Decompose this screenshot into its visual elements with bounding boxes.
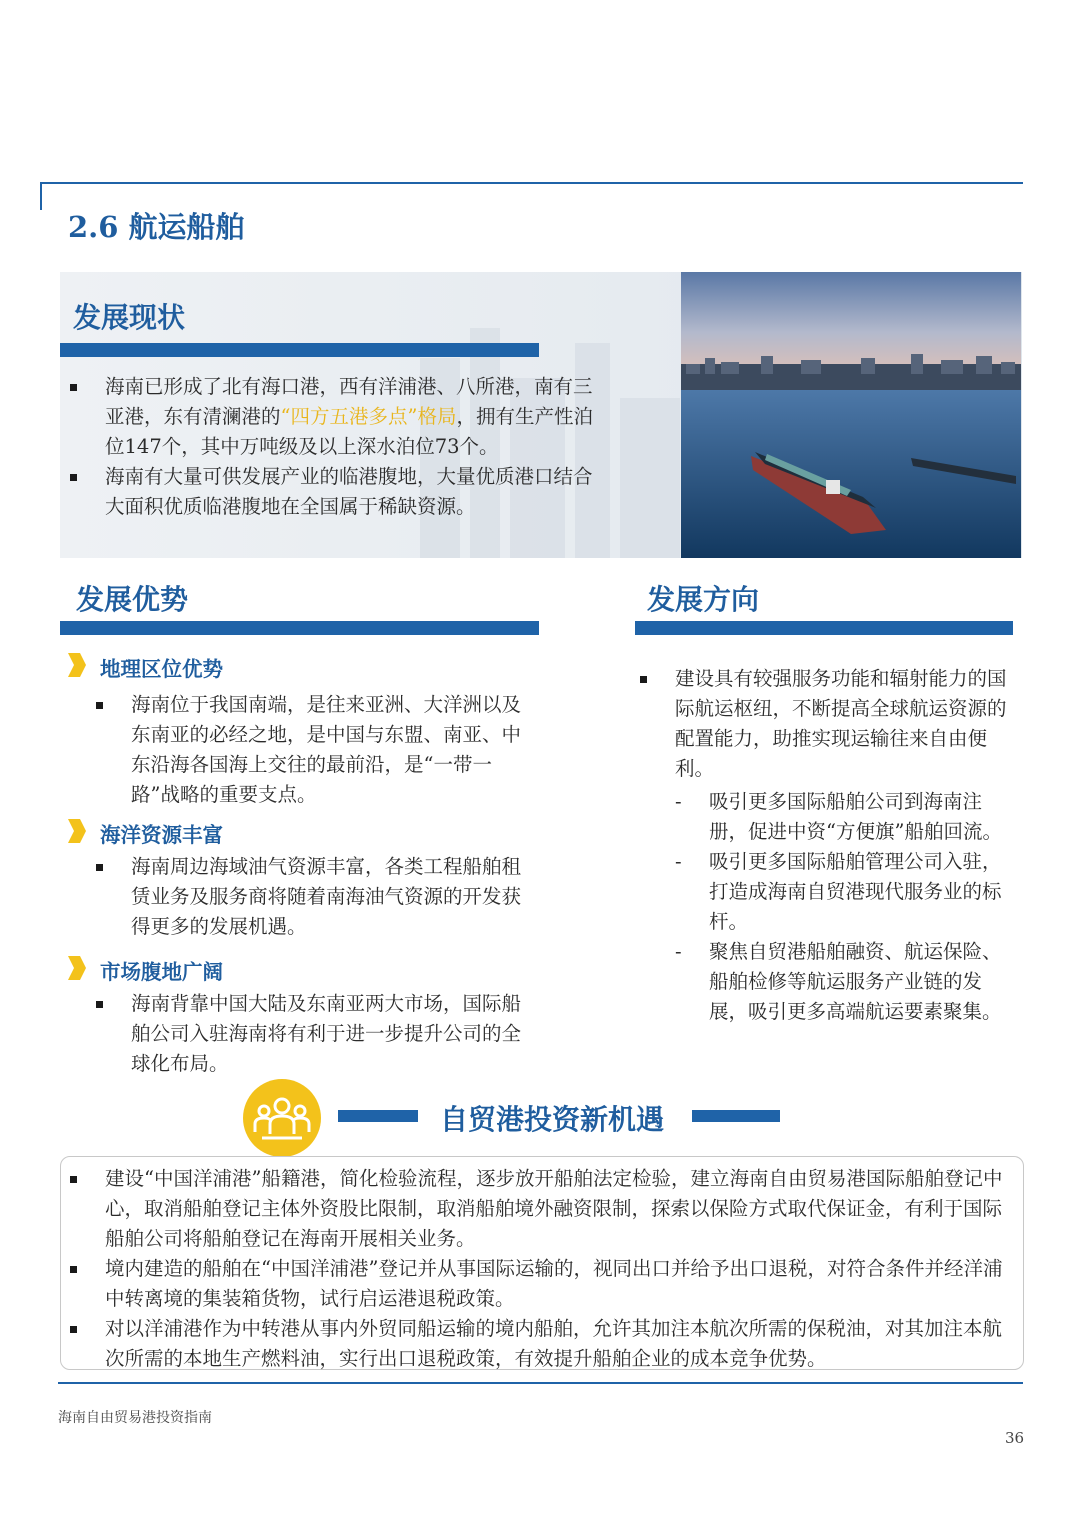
status-list — [60, 372, 610, 522]
opportunity-bullet-2: 境内建造的船舶在“中国洋浦港”登记并从事国际运输的，视同出口并给予出口退税，对符合条件并经洋浦中转离境的集装箱货物，试行启运港退税政策。 — [60, 1254, 1015, 1314]
opportunity-bar-left — [338, 1110, 418, 1122]
direction-heading-bar — [635, 621, 1013, 635]
footer-text: 海南自由贸易港投资指南 — [58, 1410, 212, 1426]
status-heading-bar — [60, 343, 539, 357]
direction-main: 建设具有较强服务功能和辐射能力的国际航运枢纽，不断提高全球航运资源的配置能力，助推实现运输往来自由便利。 — [630, 664, 1015, 784]
direction-heading: 发展方向 — [647, 583, 760, 616]
advantage-text-1: 海南位于我国南端，是往来亚洲、大洋洲以及东南亚的必经之地，是中国与东盟、南亚、中东沿海各国海上交往的最前沿，是“一带一路”战略的重要支点。 — [86, 690, 536, 810]
direction-sub-3: - 聚焦自贸港船舶融资、航运保险、船舶检修等航运服务产业链的发展，吸引更多高端航运要素聚集。 — [673, 937, 1015, 1027]
opportunity-bar-right — [692, 1110, 780, 1122]
people-group-icon — [242, 1078, 322, 1158]
bottom-rule — [58, 1382, 1023, 1384]
advantage-title-1: 地理区位优势 — [100, 657, 223, 681]
status-highlight: “四方五港多点”格局 — [280, 405, 457, 428]
direction-sub-1: - 吸引更多国际船舶公司到海南注册，促进中资“方便旗”船舶回流。 — [673, 787, 1015, 847]
status-bullet-2: 海南有大量可供发展产业的临港腹地，大量优质港口结合大面积优质临港腹地在全国属于稀缺资源。 — [60, 462, 610, 522]
advantage-title-3: 市场腹地广阔 — [100, 960, 223, 984]
opportunity-list — [60, 1164, 1015, 1374]
advantage-title-2: 海洋资源丰富 — [100, 823, 223, 847]
top-rule — [40, 182, 1023, 184]
direction-sublist — [673, 787, 1015, 1027]
advantage-list-1 — [86, 690, 536, 810]
opportunity-bullet-3: 对以洋浦港作为中转港从事内外贸同船运输的境内船舶，允许其加注本航次所需的保税油，对其加注本航次所需的本地生产燃料油，实行出口退税政策，有效提升船舶企业的成本竞争优势。 — [60, 1314, 1015, 1374]
page-number: 36 — [1005, 1429, 1025, 1447]
direction-list — [630, 664, 1015, 784]
arrow-right-icon — [66, 651, 88, 679]
advantage-text-3: 海南背靠中国大陆及东南亚两大市场，国际船舶公司入驻海南将有利于进一步提升公司的全球化布局。 — [86, 989, 536, 1079]
section-title: 2.6 航运船舶 — [68, 210, 245, 244]
advantages-heading: 发展优势 — [76, 583, 189, 616]
advantage-text-2: 海南周边海域油气资源丰富，各类工程船舶租赁业务及服务商将随着南海油气资源的开发获得更多的发展机遇。 — [86, 852, 536, 942]
advantage-list-2 — [86, 852, 536, 942]
advantage-list-3 — [86, 989, 536, 1079]
opportunity-bullet-1: 建设“中国洋浦港”船籍港，简化检验流程，逐步放开船舶法定检验，建立海南自由贸易港国际船舶登记中心，取消船舶登记主体外资股比限制，取消船舶境外融资限制，探索以保险方式取代保证金，有利于国际船舶公司将船舶登记在海南开展相关业务。 — [60, 1164, 1015, 1254]
arrow-right-icon — [66, 817, 88, 845]
status-heading: 发展现状 — [73, 301, 186, 334]
arrow-right-icon — [66, 954, 88, 982]
status-bullet-1: 海南已形成了北有海口港，西有洋浦港、八所港，南有三亚港，东有清澜港的“四方五港多点”格局，拥有生产性泊位147个，其中万吨级及以上深水泊位73个。 — [60, 372, 610, 462]
harbor-photo — [681, 272, 1021, 558]
advantages-heading-bar — [60, 621, 539, 635]
top-rule-tick — [40, 182, 42, 210]
direction-sub-2: - 吸引更多国际船舶管理公司入驻，打造成海南自贸港现代服务业的标杆。 — [673, 847, 1015, 937]
opportunity-heading: 自贸港投资新机遇 — [440, 1103, 665, 1136]
